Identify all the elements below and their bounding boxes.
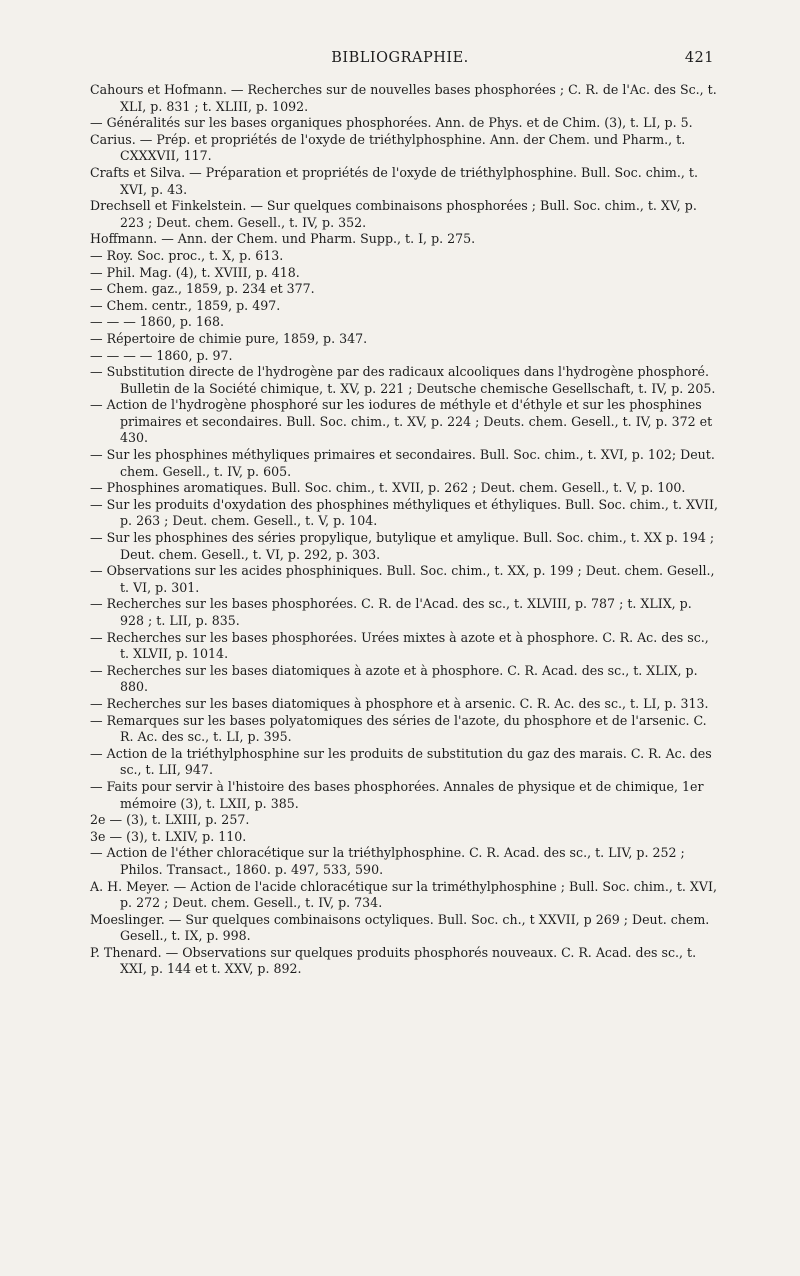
bibliography-entry: Drechsell et Finkelstein. — Sur quelques combinaisons phosphorées ; Bull. Soc. chim., t. XV, p. 223 ; Deut. chem. Gesell., t. IV, p. 352. xyxy=(90,198,697,230)
bibliography-entry: — Remarques sur les bases polyatomiques des séries de l'azote, du phosphore et de l'arsenic. C. R. Ac. des sc., t. LI, p. 395. xyxy=(90,712,707,745)
bibliography-entry: — Répertoire de chimie pure, 1859, p. 347. xyxy=(90,330,368,346)
bibliography-entry: Moeslinger. — Sur quelques combinaisons octyliques. Bull. Soc. ch., t XXVII, p 269 ; Deut. chem. Gesell., t. IX, p. 998. xyxy=(90,911,710,944)
bibliography-entry: — Sur les phosphines des séries propylique, butylique et amylique. Bull. Soc. chim., t. XX p. 194 ; Deut. chem. Gesell., t. VI, p. 292, p. 303. xyxy=(90,530,715,562)
bibliography-entry: — Recherches sur les bases diatomiques à phosphore et à arsenic. C. R. Ac. des sc., t. LI, p. 313. xyxy=(90,695,709,711)
bibliography-entry: — Chem. gaz., 1859, p. 234 et 377. xyxy=(90,281,315,297)
bibliography-entry: Hoffmann. — Ann. der Chem. und Pharm. Supp., t. I, p. 275. xyxy=(90,231,476,247)
bibliography-entry: — Sur les phosphines méthyliques primaires et secondaires. Bull. Soc. chim., t. XVI, p. 102; Deut. chem. Gesell., t. IV, p. 605. xyxy=(90,447,715,479)
bibliography-entry: P. Thenard. — Observations sur quelques produits phosphorés nouveaux. C. R. Acad. des sc., t. XXI, p. 144 et t. XXV, p. 892. xyxy=(90,944,697,977)
bibliography-entry: A. H. Meyer. — Action de l'acide chloracétique sur la triméthylphosphine ; Bull. Soc. chim., t. XVI, p. 272 ; Deut. chem. Gesell., t. IV, p. 734. xyxy=(90,878,717,911)
bibliography-entry: — Phosphines aromatiques. Bull. Soc. chim., t. XVII, p. 262 ; Deut. chem. Gesell., t. V, p. 100. xyxy=(90,480,686,496)
running-header xyxy=(0,50,800,76)
bibliography-entry: — Généralités sur les bases organiques phosphorées. Ann. de Phys. et de Chim. (3), t. LI, p. 5. xyxy=(90,115,693,131)
bibliography-entry: — Recherches sur les bases diatomiques à azote et à phosphore. C. R. Acad. des sc., t. XLIX, p. 880. xyxy=(90,662,698,695)
bibliography-entry: — Sur les produits d'oxydation des phosphines méthyliques et éthyliques. Bull. Soc. chim., t. XVII, p. 263 ; Deut. chem. Gesell., t. V, p. 104. xyxy=(90,496,718,529)
bibliography-entry: — Faits pour servir à l'histoire des bases phosphorées. Annales de physique et de chimique, 1er mémoire (3), t. LXII, p. 385. xyxy=(90,778,704,811)
bibliography-entry: — — — — 1860, p. 97. xyxy=(90,347,233,363)
bibliography-entry: — — — 1860, p. 168. xyxy=(90,314,224,330)
bibliography-entry: — Roy. Soc. proc., t. X, p. 613. xyxy=(90,247,284,263)
bibliography-entry: — Recherches sur les bases phosphorées. C. R. de l'Acad. des sc., t. XLVIII, p. 787 ; t. XLIX, p. 928 ; t. LII, p. 835. xyxy=(90,596,692,628)
bibliography-entry: — Observations sur les acides phosphiniques. Bull. Soc. chim., t. XX, p. 199 ; Deut. chem. Gesell., t. VI, p. 301. xyxy=(90,563,715,595)
bibliography-entry: — Action de l'hydrogène phosphoré sur les iodures de méthyle et d'éthyle et sur les phosphines primaires et secondaires. Bull. Soc. chim., t. XV, p. 224 ; Deuts. chem. Gesell., t. IV, p. 372 et 430. xyxy=(90,397,713,446)
bibliography-entry: — Action de l'éther chloracétique sur la triéthylphosphine. C. R. Acad. des sc., t. LIV, p. 252 ; Philos. Transact., 1860. p. 497, 533, 590. xyxy=(90,845,685,877)
bibliography-entry: — Phil. Mag. (4), t. XVIII, p. 418. xyxy=(90,264,300,280)
bibliography-entry: — Substitution directe de l'hydrogène par des radicaux alcooliques dans l'hydrogène phosphoré. Bulletin de la Société chimique, t. XV, p. 221 ; Deutsche chemische Gesellschaft, t. IV, p. 205. xyxy=(90,364,716,396)
bibliography-list xyxy=(90,82,718,978)
bibliography-entry: — Action de la triéthylphosphine sur les produits de substitution du gaz des marais. C. R. Ac. des sc., t. LII, 947. xyxy=(90,745,712,778)
page-number: 421 xyxy=(684,50,714,66)
bibliography-entry: Carius. — Prép. et propriétés de l'oxyde de triéthylphosphine. Ann. der Chem. und Pharm., t. CXXXVII, 117. xyxy=(90,131,686,164)
bibliography-entry: — Chem. centr., 1859, p. 497. xyxy=(90,297,281,313)
bibliography-entry: Cahours et Hofmann. — Recherches sur de nouvelles bases phosphorées ; C. R. de l'Ac. des Sc., t. XLI, p. 831 ; t. XLIII, p. 1092. xyxy=(90,82,717,114)
bibliography-entry: 3e — (3), t. LXIV, p. 110. xyxy=(90,828,247,844)
bibliography-entry: Crafts et Silva. — Préparation et propriétés de l'oxyde de triéthylphosphine. Bull. Soc. chim., t. XVI, p. 43. xyxy=(90,164,698,197)
bibliography-entry: — Recherches sur les bases phosphorées. Urées mixtes à azote et à phosphore. C. R. Ac. des sc., t. XLVII, p. 1014. xyxy=(90,629,709,662)
running-title: BIBLIOGRAPHIE. xyxy=(331,50,469,66)
bibliography-entry: 2e — (3), t. LXIII, p. 257. xyxy=(90,812,250,828)
